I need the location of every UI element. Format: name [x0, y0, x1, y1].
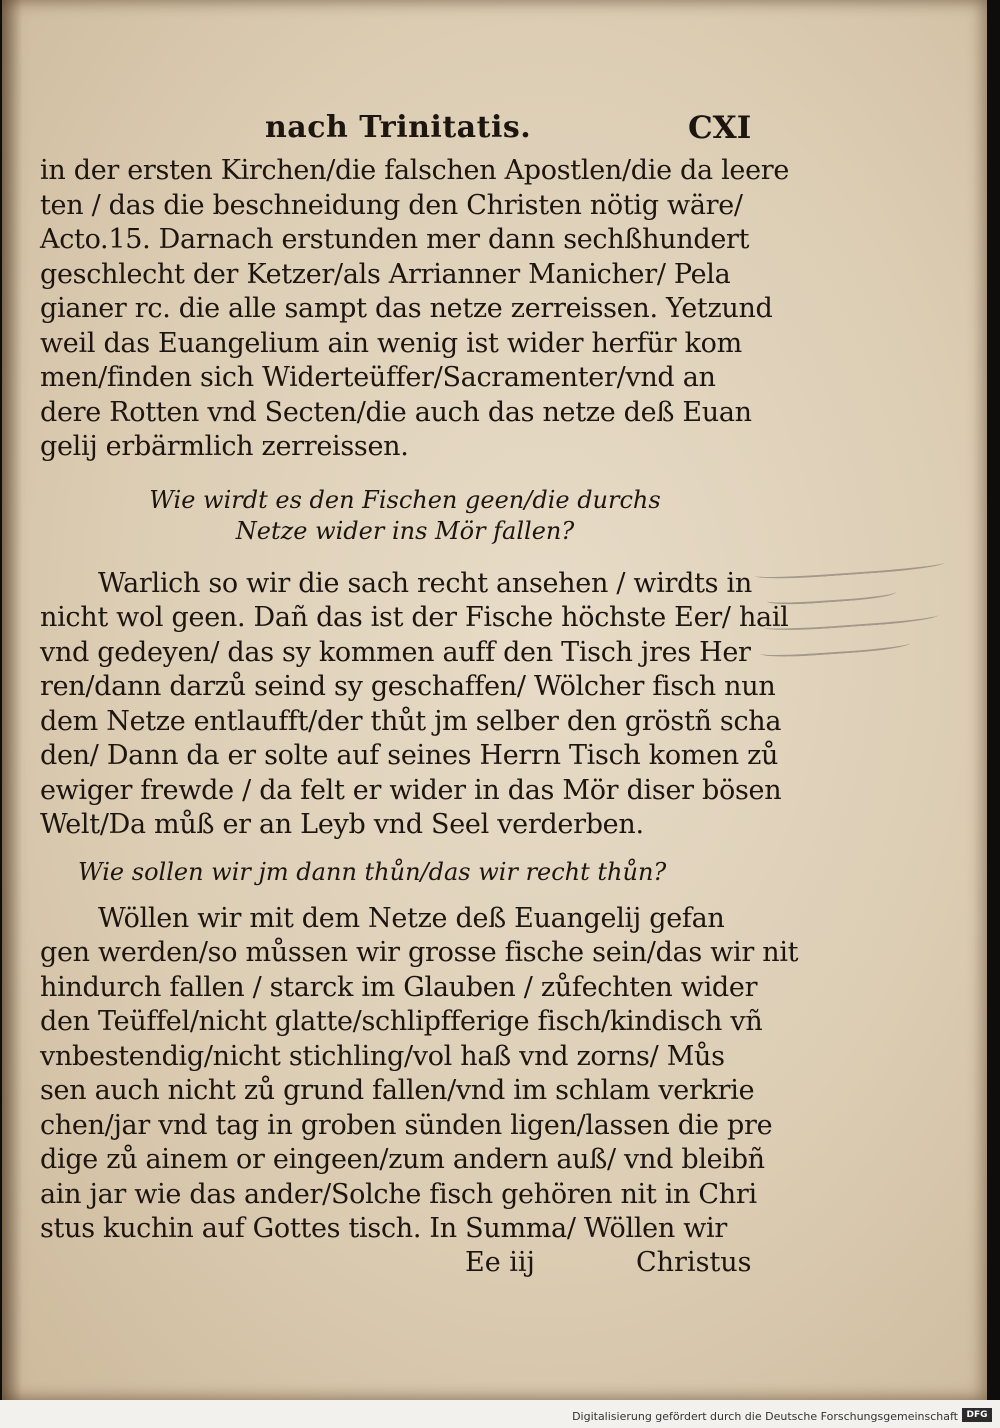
section-heading-2: Wie sollen wir jm dann thůn/das wir recht thůn?: [78, 857, 667, 886]
text-line: chen/jar vnd tag in groben sünden ligen/lassen die pre: [40, 1109, 773, 1141]
digitization-credit: Digitalisierung gefördert durch die Deutsche Forschungsgemeinschaft: [572, 1410, 958, 1423]
paragraph-3: [40, 902, 799, 1247]
text-line: ewiger frewde / da felt er wider in das Mör diser bösen: [40, 774, 782, 806]
text-line: gianer rc. die alle sampt das netze zerreissen. Yetzund: [40, 293, 773, 324]
text-line: hindurch fallen / starck im Glauben / zůfechten wider: [40, 971, 758, 1003]
text-line: dem Netze entlaufft/der thůt jm selber den gröstñ scha: [40, 705, 782, 737]
text-line: ren/dann darzů seind sy geschaffen/ Wölcher fisch nun: [40, 671, 776, 702]
text-line: stus kuchin auf Gottes tisch. In Summa/ Wöllen wir: [40, 1213, 727, 1244]
paragraph-1: [40, 154, 790, 465]
text-line: gelij erbärmlich zerreissen.: [40, 431, 409, 462]
text-line: dere Rotten vnd Secten/die auch das netze deß Euan: [40, 396, 752, 428]
running-head-title: nach Trinitatis.: [265, 110, 532, 145]
text-line: ten / das die beschneidung den Christen nötig wäre/: [40, 189, 743, 221]
text-line: Acto.15. Darnach erstunden mer dann sechßhundert: [40, 224, 750, 255]
text-line: geschlecht der Ketzer/als Arrianner Manicher/ Pela: [40, 258, 731, 290]
text-line: den/ Dann da er solte auf seines Herrn Tisch komen zů: [40, 740, 779, 771]
page-footer: [40, 1247, 770, 1283]
text-line: dige zů ainem or eingeen/zum andern auß/ vnd bleibñ: [40, 1144, 765, 1175]
text-line: Warlich so wir die sach recht ansehen / wirdts in: [98, 567, 752, 599]
text-line: weil das Euangelium ain wenig ist wider herfür kom: [40, 327, 742, 359]
signature-mark: Ee iij: [465, 1246, 535, 1278]
text-line: vnd gedeyen/ das sy kommen auff den Tisch jres Her: [40, 636, 751, 668]
text-line: den Teüffel/nicht glatte/schlipfferige fisch/kindisch vñ: [40, 1006, 763, 1037]
text-line: in der ersten Kirchen/die falschen Apostlen/die da leere: [40, 155, 790, 186]
section-heading-1: [40, 485, 770, 547]
catchword: Christus: [636, 1246, 752, 1278]
gutter-shadow: [2, 0, 22, 1400]
heading-line: Netze wider ins Mör fallen?: [235, 516, 575, 545]
page-text: [40, 110, 799, 1283]
heading-line: Wie wirdt es den Fischen geen/die durchs: [149, 485, 661, 514]
dfg-logo: DFG: [962, 1408, 992, 1422]
handwritten-marginalia: [754, 549, 972, 683]
text-line: sen auch nicht zů grund fallen/vnd im schlam verkrie: [40, 1075, 755, 1106]
text-line: men/finden sich Widerteüffer/Sacramenter/vnd an: [40, 362, 716, 393]
running-head: [40, 110, 770, 154]
folio-number: CXI: [688, 110, 752, 146]
paragraph-2: [40, 567, 789, 843]
text-line: vnbestendig/nicht stichling/vol haß vnd zorns/ Můs: [40, 1040, 725, 1072]
text-line: nicht wol geen. Dañ das ist der Fische höchste Eer/ hail: [40, 602, 789, 633]
text-line: gen werden/so můssen wir grosse fische sein/das wir nit: [40, 937, 799, 968]
text-line: Welt/Da můß er an Leyb vnd Seel verderben.: [40, 809, 644, 840]
text-line: Wöllen wir mit dem Netze deß Euangelij gefan: [98, 902, 725, 934]
text-line: ain jar wie das ander/Solche fisch gehören nit in Chri: [40, 1178, 757, 1210]
